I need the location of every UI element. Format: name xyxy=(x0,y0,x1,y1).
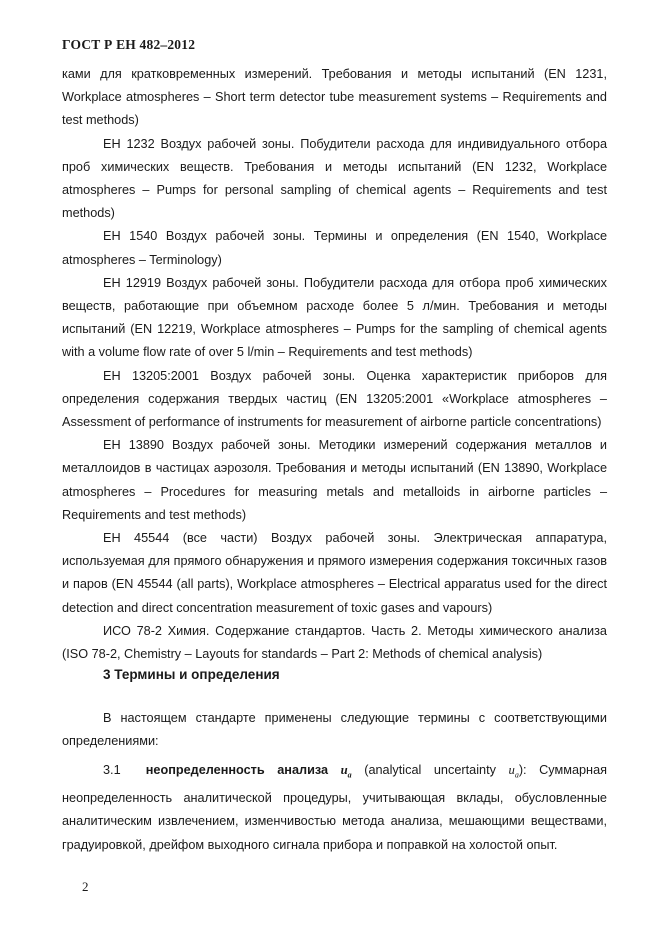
reference-item: ЕН 13890 Воздух рабочей зоны. Методики измерений содержания металлов и металлоидов в частицах аэрозоля. Требования и методы испытаний (EN 13890, Workplace atmospheres – Procedures for measuring metals and metalloids in airborne particles – Requirements and test methods) xyxy=(62,438,607,522)
terms-section xyxy=(62,707,607,857)
reference-item: ЕН 45544 (все части) Воздух рабочей зоны. Электрическая аппаратура, используемая для прямого обнаружения и прямого измерения содержания токсичных газов и паров (EN 45544 (all parts), Workplace atmospheres – Electrical apparatus used for the direct detection and direct concentration measurement of toxic gases and vapours) xyxy=(62,531,607,615)
term-symbol-plain: $u_a$ xyxy=(508,763,519,780)
reference-item: ИСО 78-2 Химия. Содержание стандартов. Часть 2. Методы химического анализа (ISO 78-2, Chemistry – Layouts for standards – Part 2: Methods of chemical analysis) xyxy=(62,623,607,662)
reference-item: ЕН 13205:2001 Воздух рабочей зоны. Оценка характеристик приборов для определения содержания твердых частиц (EN 13205:2001 «Workplace atmospheres – Assessment of performance of instruments for measurement of airborne particle concentrations) xyxy=(62,368,607,430)
page-number: 2 xyxy=(82,879,89,894)
section-intro: В настоящем стандарте применены следующие термины с соответствующими определениями: xyxy=(62,711,607,749)
document-header: ГОСТ Р ЕН 482–2012 xyxy=(62,37,196,52)
term-name: неопределенность анализа xyxy=(145,763,329,778)
term-english-close: ): xyxy=(518,763,527,778)
term-number: 3.1 xyxy=(103,763,121,778)
term-symbol: $u_a$ xyxy=(340,763,352,780)
normative-references xyxy=(62,63,607,666)
term-definition: Суммарная неопределенность аналитической процедуры, учитывающая вклады, обусловленные аналитическим извлечением, изменчивостью метода анализа, мешающими веществами, градуировкой, дрейфом выходного сигнала прибора и поправкой на холостой опыт. xyxy=(62,763,607,852)
reference-item: ками для кратковременных измерений. Требования и методы испытаний (EN 1231, Workplace atmospheres – Short term detector tube measurement systems – Requirements and test methods) xyxy=(62,67,607,128)
term-definition-paragraph xyxy=(62,759,607,856)
reference-item: ЕН 1540 Воздух рабочей зоны. Термины и определения (EN 1540, Workplace atmospheres – Terminology) xyxy=(62,229,607,267)
reference-item: ЕН 12919 Воздух рабочей зоны. Побудители расхода для отбора проб химических веществ, работающие при объемном расходе более 5 л/мин. Требования и методы испытаний (EN 12219, Workplace atmospheres – Pumps for the sampling of chemical agents with a volume flow rate of over 5 l/min – Requirements and test methods) xyxy=(62,275,607,360)
section-title: 3 Термины и определения xyxy=(103,667,280,682)
reference-item: ЕН 1232 Воздух рабочей зоны. Побудители расхода для индивидуального отбора проб химических веществ. Требования и методы испытаний (EN 1232, Workplace atmospheres – Pumps for personal sampling of chemical agents – Requirements and test methods) xyxy=(62,136,607,221)
term-english-open: (analytical uncertainty xyxy=(364,763,496,778)
